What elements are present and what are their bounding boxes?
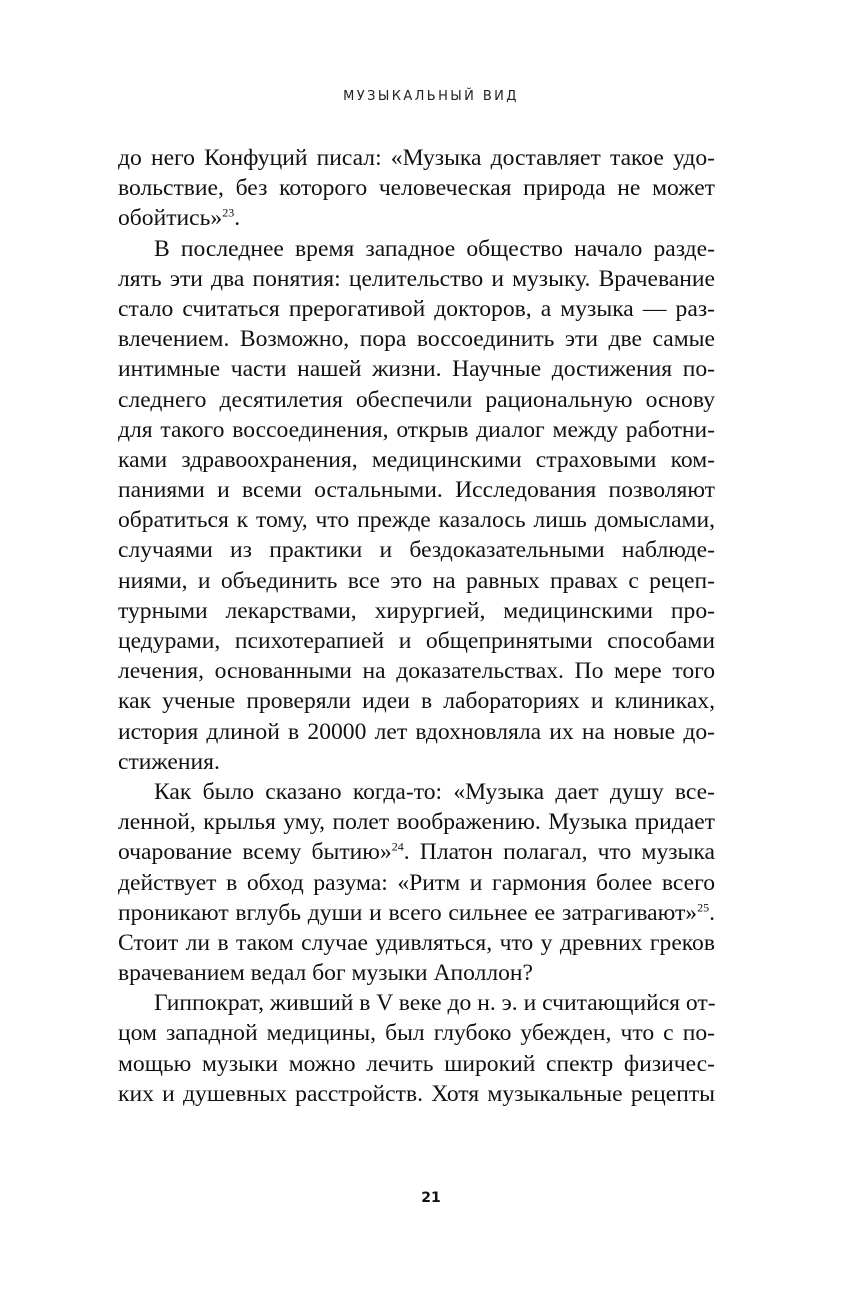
text-line: вольствие, без которого человеческая природа не может bbox=[118, 175, 715, 202]
text-line: врачеванием ведал бог музыки Аполлон? bbox=[118, 960, 534, 987]
text-line: влечением. Возможно, пора воссоединить эти две самые bbox=[118, 326, 715, 353]
text-line: проникают вглубь души и всего сильнее ее затрагивают»$^{25}$. bbox=[118, 899, 715, 926]
footnote-ref: 24 bbox=[391, 839, 404, 854]
text-line: для такого воссоединения, открыв диалог между работни- bbox=[118, 416, 715, 443]
text-line: как ученые проверяли идеи в лабораториях и клиниках, bbox=[118, 688, 715, 715]
text-line: обратиться к тому, что прежде казалось лишь домыслами, bbox=[118, 507, 715, 534]
text-line: Как было сказано когда-то: «Музыка дает душу все- bbox=[154, 778, 715, 805]
text-line: ких и душевных расстройств. Хотя музыкальные рецепты bbox=[118, 1080, 715, 1107]
text-line: паниями и всеми остальными. Исследования позволяют bbox=[118, 477, 715, 504]
text-line: история длиной в 20000 лет вдохновляла их на новые до- bbox=[118, 718, 715, 745]
text-line: очарование всему бытию»$^{24}$. Платон полагал, что музыка bbox=[118, 839, 715, 866]
text-line: мощью музыки можно лечить широкий спектр физичес- bbox=[118, 1050, 715, 1077]
text-line: следнего десятилетия обеспечили рациональную основу bbox=[118, 386, 715, 413]
text-line: стало считаться прерогативой докторов, а музыка — раз- bbox=[118, 295, 715, 322]
text-line: ниями, и объединить все это на равных правах с рецеп- bbox=[118, 567, 715, 594]
text-line: Гиппократ, живший в V веке до н. э. и считающийся от- bbox=[154, 990, 716, 1017]
text-line: В последнее время западное общество начало разде- bbox=[154, 235, 715, 262]
text-line: стижения. bbox=[118, 748, 220, 775]
text-line: турными лекарствами, хирургией, медицинскими про- bbox=[118, 597, 715, 624]
footnote-ref: 23 bbox=[222, 205, 235, 220]
page-number: 21 bbox=[421, 1190, 441, 1206]
text-line: Стоит ли в таком случае удивляться, что у древних греков bbox=[118, 929, 715, 956]
text-line: случаями из практики и бездоказательными наблюде- bbox=[118, 537, 715, 564]
text-line: интимные части нашей жизни. Научные достижения по- bbox=[118, 356, 715, 383]
text-line: обойтись»$^{23}$. bbox=[118, 205, 241, 232]
text-line: цедурами, психотерапией и общепринятыми способами bbox=[118, 628, 715, 654]
running-head: МУЗЫКАЛЬНЫЙ ВИД bbox=[343, 89, 519, 104]
text-line: лечения, основанными на доказательствах. По мере того bbox=[118, 658, 715, 685]
text-line: ленной, крылья уму, полет воображению. Музыка придает bbox=[118, 809, 715, 836]
footnote-ref: 25 bbox=[697, 900, 710, 915]
text-line: ками здравоохранения, медицинскими страховыми ком- bbox=[118, 446, 715, 473]
text-line: действует в обход разума: «Ритм и гармония более всего bbox=[118, 869, 715, 896]
text-line: цом западной медицины, был глубоко убежден, что с по- bbox=[118, 1020, 715, 1047]
body-text bbox=[118, 143, 715, 1109]
text-line: до него Конфуций писал: «Музыка доставляет такое удо- bbox=[118, 145, 715, 171]
text-line: лять эти два понятия: целительство и музыку. Врачевание bbox=[118, 265, 715, 292]
